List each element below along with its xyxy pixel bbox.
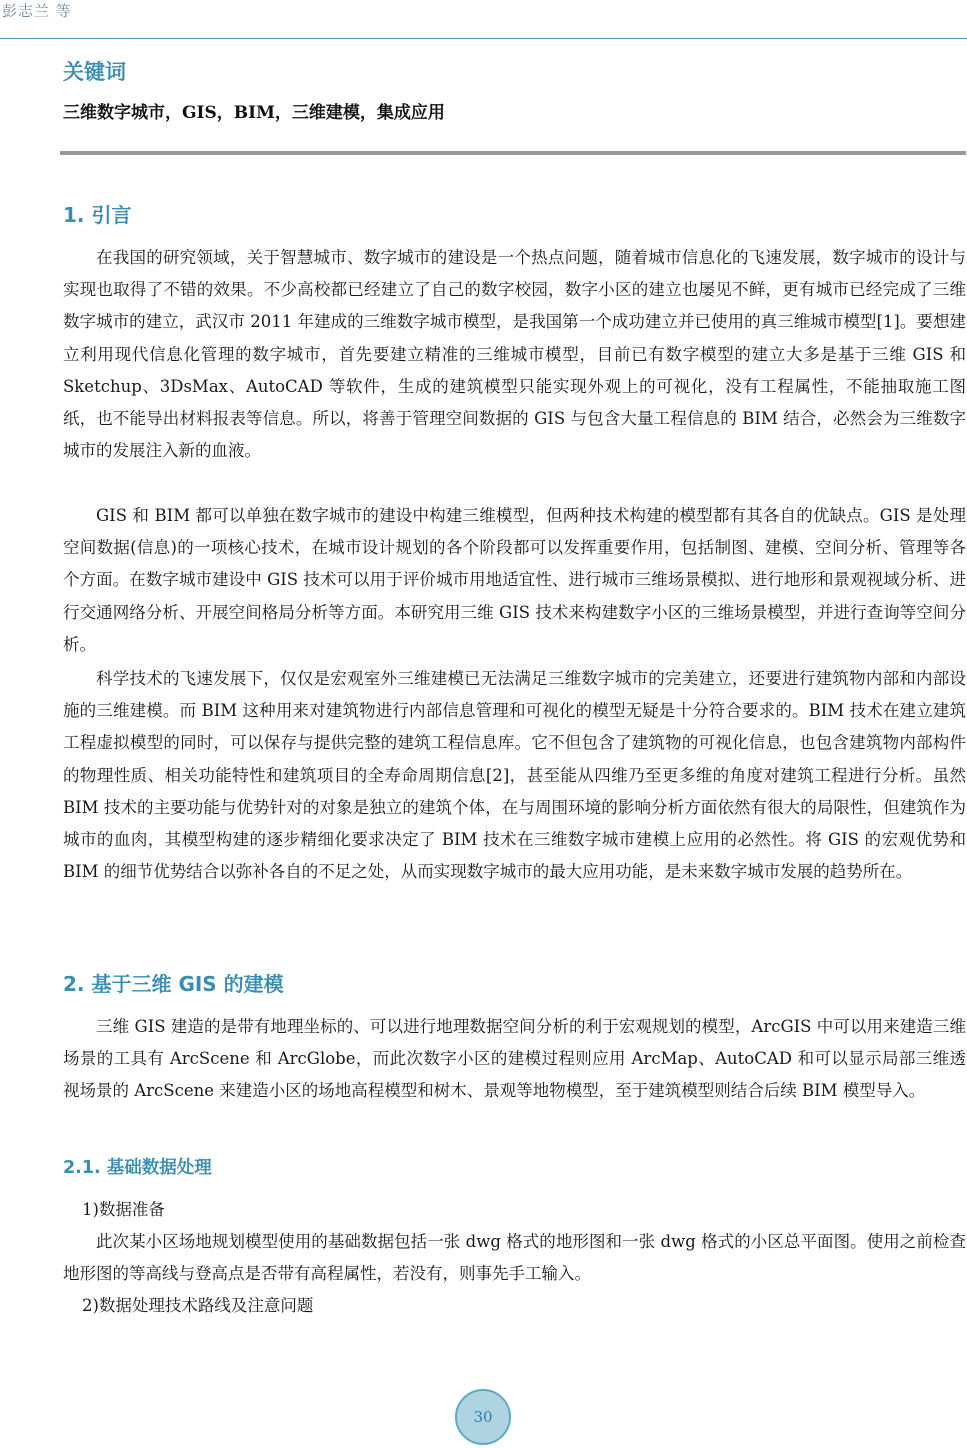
section-2-paragraph-1: 三维 GIS 建造的是带有地理坐标的、可以进行地理数据空间分析的利于宏观规划的模型，ArcGIS 中可以用来建造三维场景的工具有 ArcScene 和 ArcGlobe，而此次数字小区的建模过程则应用 ArcMap、AutoCAD 和可以显示局部三维透视场景的 ArcScene 来建造小区的场地高程模型和树木、景观等地物模型，至于建筑模型则结合后续 BIM 模型导入。 — [63, 1017, 966, 1101]
section-1-paragraph-1: 在我国的研究领域，关于智慧城市、数字城市的建设是一个热点问题，随着城市信息化的飞速发展，数字城市的设计与实现也取得了不错的效果。不少高校都已经建立了自己的数字校园，数字小区的建立也屡见不鲜，更有城市已经完成了三维数字城市的建立，武汉市 2011 年建成的三维数字城市模型，是我国第一个成功建立并已使用的真三维城市模型[1]。要想建立利用现代信息化管理的数字城市，首先要建立精准的三维城市模型，目前已有数字模型的建立大多是基于三维 GIS 和 Sketchup、3DsMax、AutoCAD 等软件，生成的建筑模型只能实现外观上的可视化，没有工程属性，不能抽取施工图纸，也不能导出材料报表等信息。所以，将善于管理空间数据的 GIS 与包含大量工程信息的 BIM 结合，必然会为三维数字城市的发展注入新的血液。 — [63, 248, 966, 461]
running-header-authors: 彭志兰 等 — [2, 2, 72, 20]
list-item-data-preparation: 1)数据准备 — [82, 1200, 165, 1219]
section-1-paragraph-3: 科学技术的飞速发展下，仅仅是宏观室外三维建模已无法满足三维数字城市的完美建立，还要进行建筑物内部和内部设施的三维建模。而 BIM 这种用来对建筑物进行内部信息管理和可视化的模型无疑是十分符合要求的。BIM 技术在建立建筑工程虚拟模型的同时，可以保存与提供完整的建筑工程信息库。它不但包含了建筑物的可视化信息，也包含建筑物内部构件的物理性质、相关功能特性和建筑项目的全寿命周期信息[2]，甚至能从四维乃至更多维的角度对建筑工程进行分析。虽然 BIM 技术的主要功能与优势针对的对象是独立的建筑个体，在与周围环境的影响分析方面依然有很大的局限性，但建筑作为城市的血肉，其模型构建的逐步精细化要求决定了 BIM 技术在三维数字城市建模上应用的必然性。将 GIS 的宏观优势和 BIM 的细节优势结合以弥补各自的不足之处，从而实现数字城市的最大应用功能，是未来数字城市发展的趋势所在。 — [63, 669, 966, 882]
section-2-heading: 2. 基于三维 GIS 的建模 — [63, 972, 284, 996]
section-2-1-paragraph: 此次某小区场地规划模型使用的基础数据包括一张 dwg 格式的地形图和一张 dwg 格式的小区总平面图。使用之前检查地形图的等高线与登高点是否带有高程属性，若没有，则事先手工输入。 — [63, 1232, 966, 1284]
section-1-paragraph-2: GIS 和 BIM 都可以单独在数字城市的建设中构建三维模型，但两种技术构建的模型都有其各自的优缺点。GIS 是处理空间数据(信息)的一项核心技术，在城市设计规划的各个阶段都可以发挥重要作用，包括制图、建模、空间分析、管理等各个方面。在数字城市建设中 GIS 技术可以用于评价城市用地适宜性、进行城市三维场景模拟、进行地形和景观视域分析、进行交通网络分析、开展空间格局分析等方面。本研究用三维 GIS 技术来构建数字小区的三维场景模型，并进行查询等空间分析。 — [63, 506, 966, 654]
section-2-1-heading: 2.1. 基础数据处理 — [63, 1158, 212, 1178]
keywords-heading: 关键词 — [63, 60, 126, 84]
keywords-list: 三维数字城市，GIS，BIM，三维建模，集成应用 — [63, 103, 445, 123]
page-number: 30 — [473, 1408, 493, 1426]
abstract-divider — [60, 151, 966, 155]
page-number-badge — [455, 1389, 511, 1445]
list-item-data-processing: 2)数据处理技术路线及注意问题 — [82, 1296, 314, 1315]
header-divider — [0, 38, 967, 39]
section-1-heading: 1. 引言 — [63, 203, 132, 227]
